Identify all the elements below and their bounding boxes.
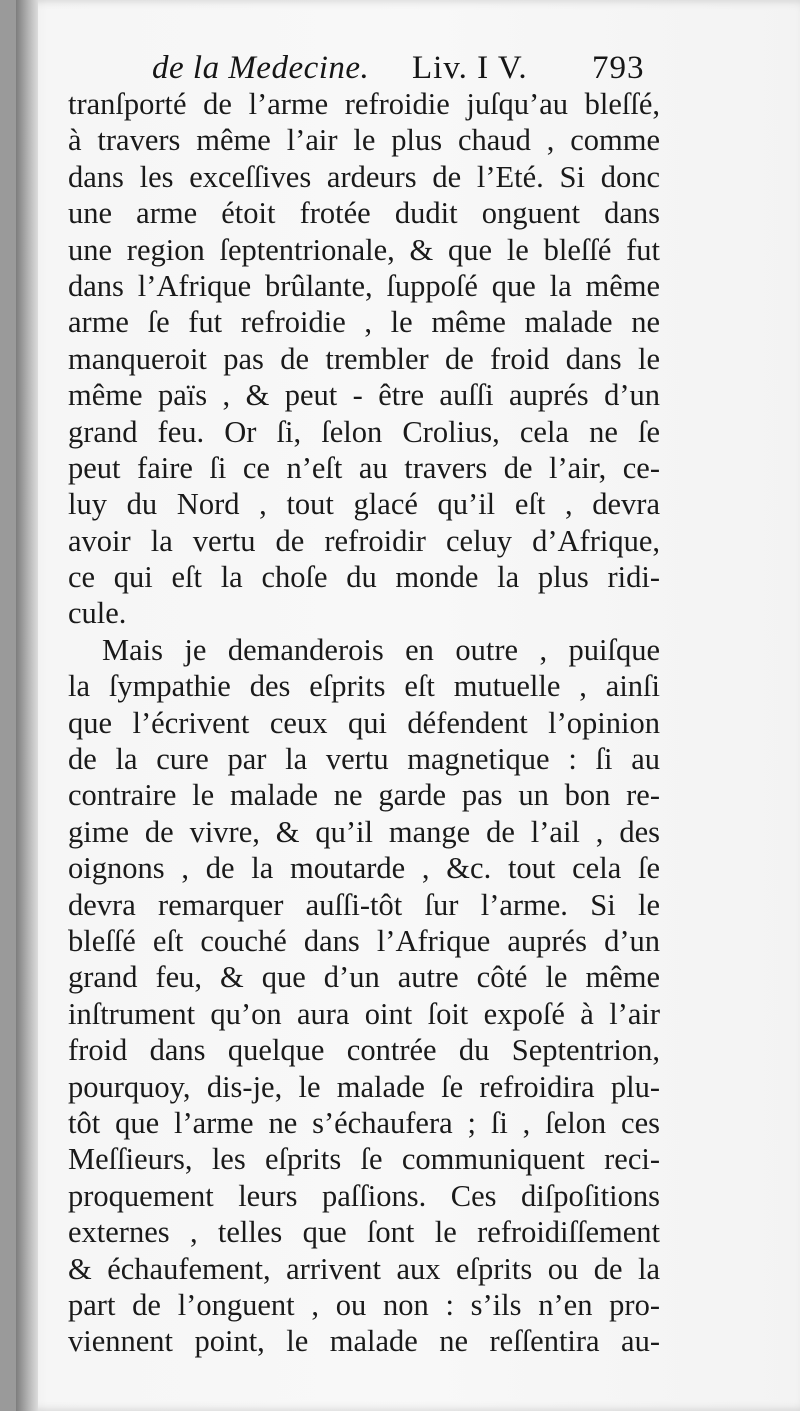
text-line: part de l’onguent , ou non : s’ils n’en pro-: [68, 1287, 660, 1322]
text-line: la ſympathie des eſprits eſt mutuelle , ainſi: [68, 669, 660, 704]
running-head-book: Liv. I V.: [412, 50, 528, 86]
text-line: de la cure par la vertu magnetique : ſi au: [68, 742, 660, 777]
text-line: à travers même l’air le plus chaud , comme: [68, 123, 660, 158]
text-line: proquement leurs paſſions. Ces diſpoſitions: [68, 1178, 660, 1213]
text-line: devra remarquer auſſi-tôt ſur l’arme. Si le: [68, 887, 660, 922]
text-line: grand feu, & que d’un autre côté le même: [68, 960, 660, 995]
text-line: contraire le malade ne garde pas un bon re-: [68, 778, 660, 813]
page-gutter-shadow: [16, 0, 38, 1411]
text-line: oignons , de la moutarde , &c. tout cela ſe: [68, 851, 660, 886]
text-line: gime de vivre, & qu’il mange de l’ail , des: [68, 814, 660, 849]
text-line: peut faire ſi ce n’eſt au travers de l’air, ce-: [68, 450, 660, 485]
text-line: dans l’Afrique brûlante, ſuppoſé que la même: [68, 268, 660, 303]
text-line: avoir la vertu de refroidir celuy d’Afrique,: [68, 523, 660, 558]
text-line: manqueroit pas de trembler de froid dans le: [68, 341, 660, 376]
text-line: externes , telles que ſont le refroidiſſement: [68, 1215, 660, 1250]
text-line: froid dans quelque contrée du Septentrion,: [68, 1033, 660, 1068]
body-text: [68, 86, 660, 1360]
text-line: luy du Nord , tout glacé qu’il eſt , devra: [68, 487, 660, 522]
text-line: cule.: [68, 596, 127, 631]
page-number: 793: [592, 50, 645, 86]
text-line: pourquoy, dis-je, le malade ſe refroidira plu-: [68, 1069, 660, 1104]
text-line: viennent point, le malade ne reſſentira au-: [68, 1324, 660, 1359]
text-line: bleſſé eſt couché dans l’Afrique auprés d’un: [68, 923, 660, 958]
text-line: & échaufement, arrivent aux eſprits ou de la: [68, 1251, 660, 1286]
text-line: Meſſieurs, les eſprits ſe communiquent reci-: [68, 1142, 660, 1177]
text-line: tranſporté de l’arme refroidie juſqu’au bleſſé,: [68, 87, 660, 121]
running-head-title: de la Medecine.: [152, 50, 370, 86]
text-line: grand feu. Or ſi, ſelon Crolius, cela ne ſe: [68, 414, 660, 449]
text-line: une region ſeptentrionale, & que le bleſſé fut: [68, 232, 660, 267]
text-line: même païs , & peut - être auſſi auprés d’un: [68, 378, 660, 413]
text-line: arme ſe fut refroidie , le même malade ne: [68, 305, 660, 340]
text-line: ce qui eſt la choſe du monde la plus ridi-: [68, 560, 660, 595]
book-page: [16, 0, 800, 1411]
text-line: dans les exceſſives ardeurs de l’Eté. Si donc: [68, 159, 660, 194]
paragraph-first-line: Mais je demanderois en outre , puiſque: [102, 632, 660, 667]
text-line: tôt que l’arme ne s’échaufera ; ſi , ſelon ces: [68, 1105, 660, 1140]
text-line: que l’écrivent ceux qui défendent l’opinion: [68, 705, 660, 740]
text-line: une arme étoit frotée dudit onguent dans: [68, 196, 660, 231]
text-line: inſtrument qu’on aura oint ſoit expoſé à l’air: [68, 996, 660, 1031]
